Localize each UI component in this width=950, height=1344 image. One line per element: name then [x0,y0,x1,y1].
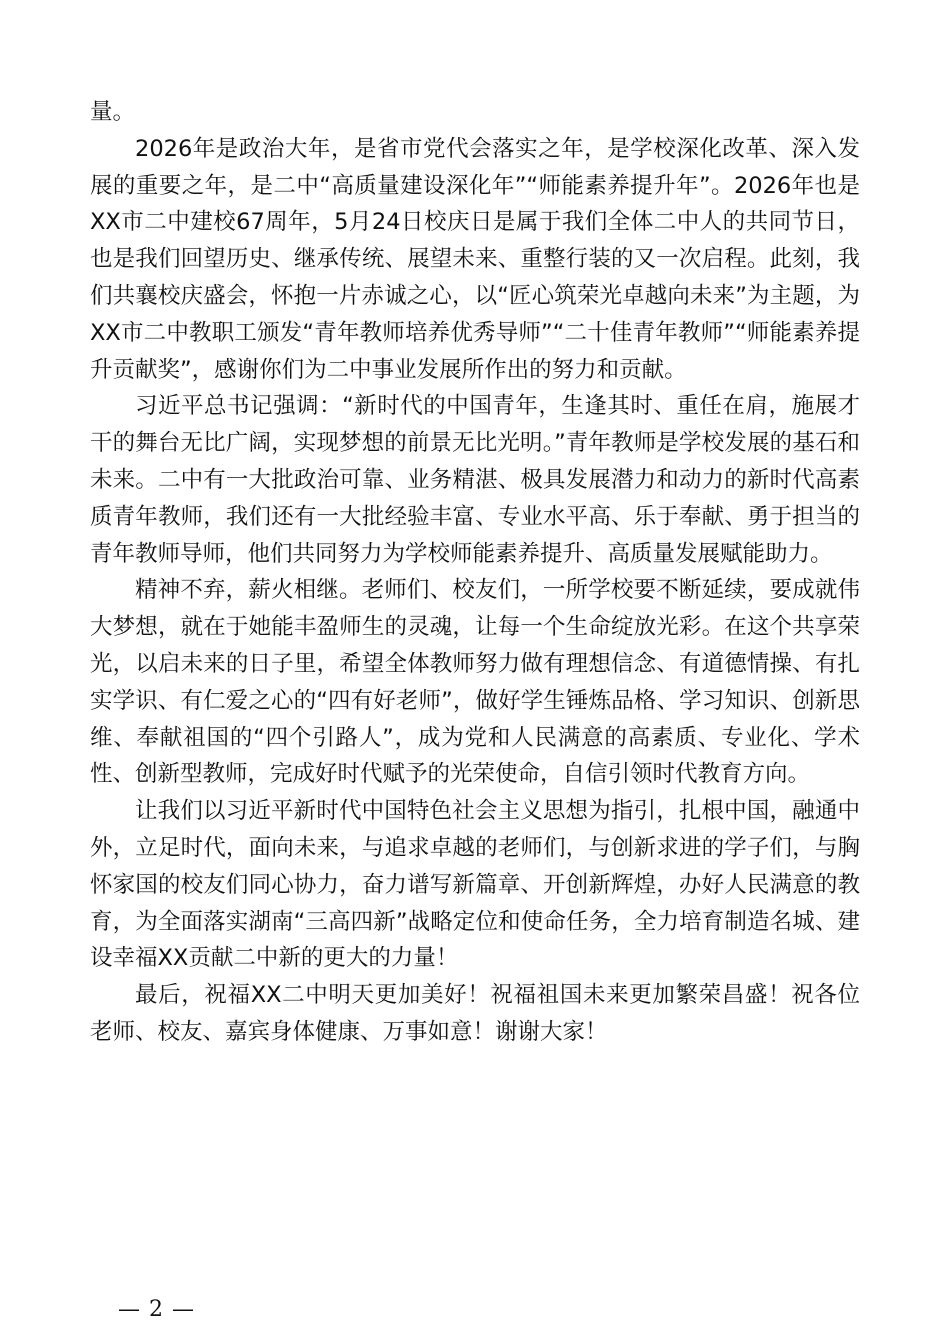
paragraph-closing-wishes: 最后，祝福XX二中明天更加美好！祝福祖国未来更加繁荣昌盛！祝各位老师、校友、嘉宾身体健康、万事如意！谢谢大家！ [90,982,860,1045]
paragraph-continuation: 量。 [90,99,136,125]
paragraph-call-to-action: 让我们以习近平新时代中国特色社会主义思想为指引，扎根中国，融通中外，立足时代，面向未来，与追求卓越的老师们，与创新求进的学子们，与胸怀家国的校友们同心协力，奋力谱写新篇章、开创新辉煌，办好人民满意的教育，为全面落实湖南“三高四新”战略定位和使命任务，全力培育制造名城、建设幸福XX贡献二中新的更大的力量！ [90,798,860,972]
paragraph-anniversary: 2026年是政治大年，是省市党代会落实之年，是学校深化改革、深入发展的重要之年，是二中“高质量建设深化年”“师能素养提升年”。2026年也是XX市二中建校67周年，5月24日校庆日是属于我们全体二中人的共同节日，也是我们回望历史、继承传统、展望未来、重整行装的又一次启程。此刻，我们共襄校庆盛会，怀抱一片赤诚之心，以“匠心筑荣光卓越向未来”为主题，为XX市二中教职工颁发“青年教师培养优秀导师”“二十佳青年教师”“师能素养提升贡献奖”，感谢你们为二中事业发展所作出的努力和贡献。 [90,135,860,383]
paragraph-spirit: 精神不弃，薪火相继。老师们、校友们，一所学校要不断延续，要成就伟大梦想，就在于她能丰盈师生的灵魂，让每一个生命绽放光彩。在这个共享荣光，以启未来的日子里，希望全体教师努力做有理想信念、有道德情操、有扎实学识、有仁爱之心的“四有好老师”，做好学生锤炼品格、学习知识、创新思维、奉献祖国的“四个引路人”，成为党和人民满意的高素质、专业化、学术性、创新型教师，完成好时代赋予的光荣使命，自信引领时代教育方向。 [90,577,860,788]
paragraph-youth-teachers: 习近平总书记强调：“新时代的中国青年，生逢其时、重任在肩，施展才干的舞台无比广阔，实现梦想的前景无比光明。”青年教师是学校发展的基石和未来。二中有一大批政治可靠、业务精湛、极具发展潜力和动力的新时代高素质青年教师，我们还有一大批经验丰富、专业水平高、乐于奉献、勇于担当的青年教师导师，他们共同努力为学校师能素养提升、高质量发展赋能助力。 [90,393,860,567]
document-body [90,94,860,1051]
page-number: — 2 — [118,1297,195,1322]
